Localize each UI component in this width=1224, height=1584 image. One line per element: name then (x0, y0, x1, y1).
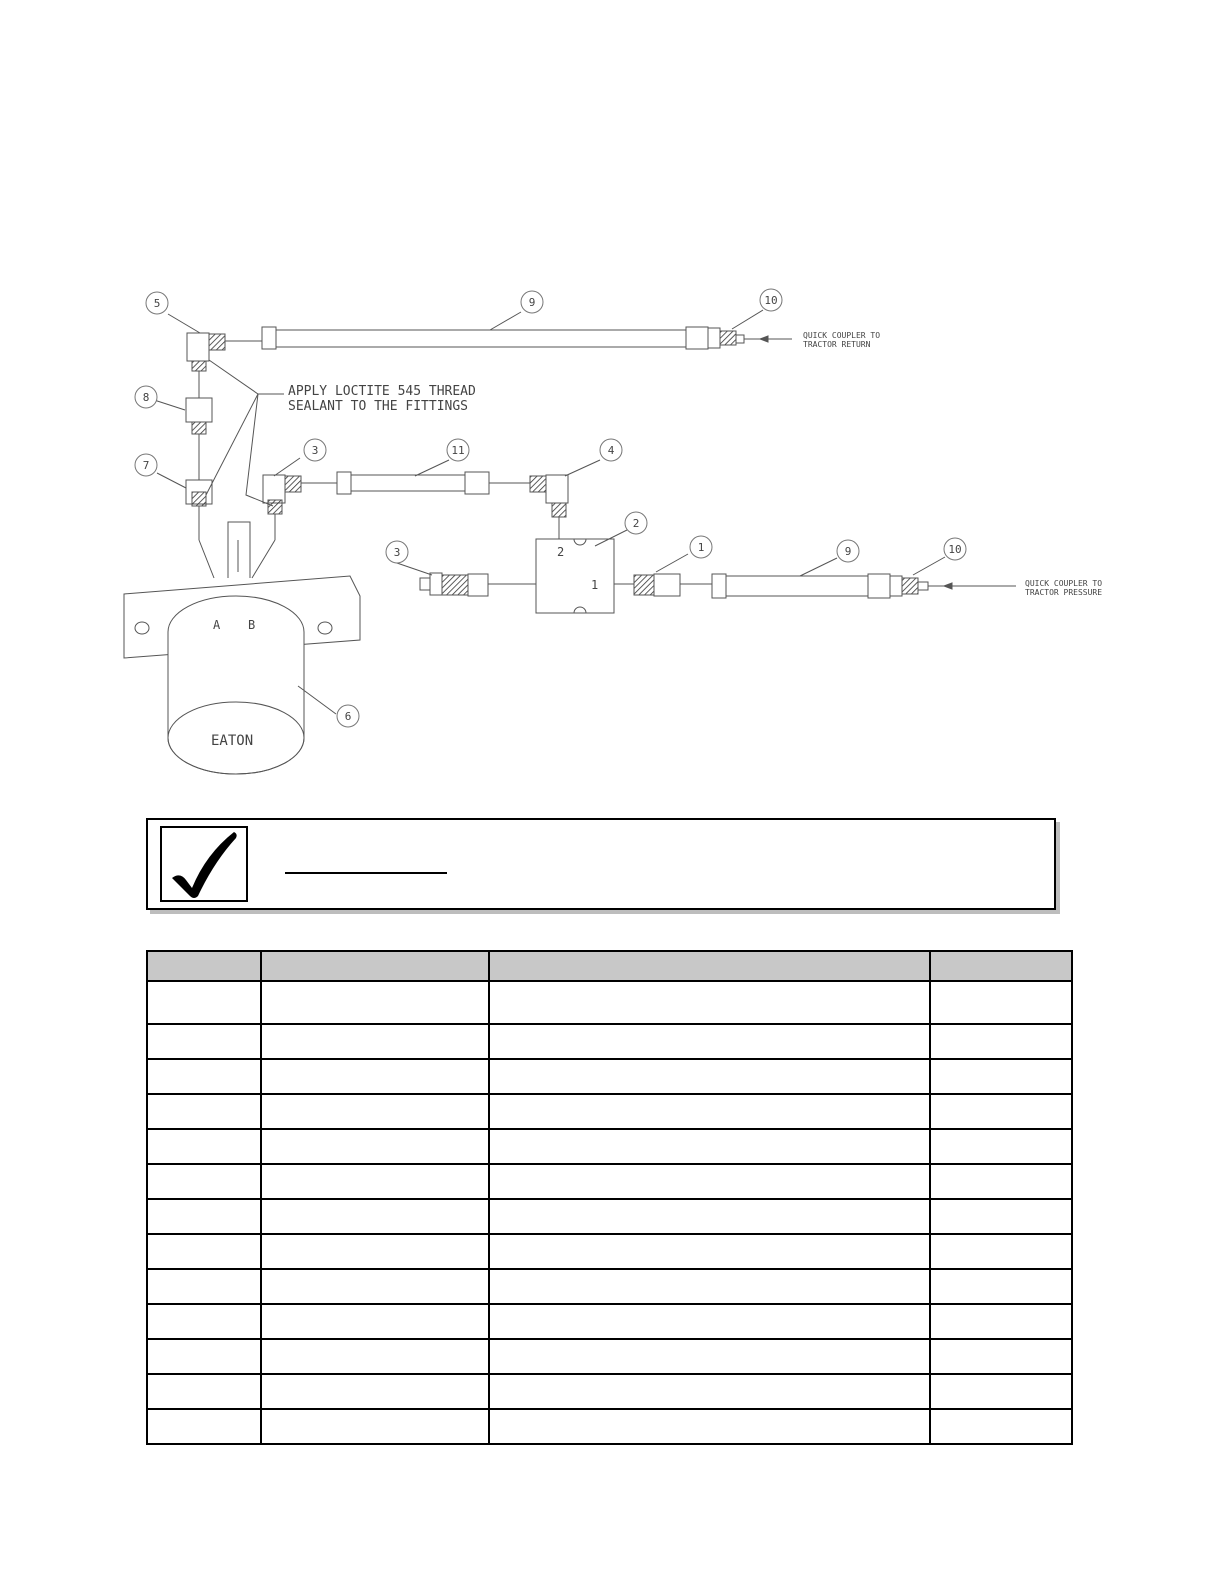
table-cell (489, 1094, 930, 1129)
table-header-row (147, 951, 1072, 981)
column-header (930, 951, 1072, 981)
table-cell (489, 981, 930, 1024)
table-cell (930, 1304, 1072, 1339)
callout-9: 9 (528, 296, 536, 309)
note-box (146, 818, 1056, 910)
callout-8: 8 (142, 391, 150, 404)
port-b-label: B (248, 618, 256, 632)
table-cell (261, 1024, 489, 1059)
valve-port-2: 2 (557, 545, 565, 559)
table-cell (147, 981, 261, 1024)
return-label-line1: QUICK COUPLER TO (803, 331, 881, 340)
table-cell (489, 1059, 930, 1094)
table-row (147, 1199, 1072, 1234)
table-cell (261, 1374, 489, 1409)
table-cell (147, 1199, 261, 1234)
sealant-note-line1: APPLY LOCTITE 545 THREAD (288, 384, 476, 399)
table-cell (147, 1234, 261, 1269)
table-cell (489, 1164, 930, 1199)
table-row (147, 1409, 1072, 1444)
table-cell (489, 1304, 930, 1339)
pressure-label-line2: TRACTOR PRESSURE (1025, 588, 1103, 597)
table-cell (261, 1234, 489, 1269)
table-cell (930, 1094, 1072, 1129)
column-header (489, 951, 930, 981)
table-row (147, 981, 1072, 1024)
table-cell (930, 1374, 1072, 1409)
callout-10: 10 (764, 294, 778, 307)
table-row (147, 1024, 1072, 1059)
table-cell (489, 1234, 930, 1269)
table-cell (147, 1024, 261, 1059)
table-row (147, 1129, 1072, 1164)
table-row (147, 1304, 1072, 1339)
table-cell (930, 1129, 1072, 1164)
table-cell (261, 1339, 489, 1374)
note-heading (285, 850, 447, 874)
table-cell (930, 1269, 1072, 1304)
callout-10b: 10 (948, 543, 962, 556)
column-header (261, 951, 489, 981)
table-cell (261, 1269, 489, 1304)
table-cell (147, 1164, 261, 1199)
callout-9b: 9 (844, 545, 852, 558)
table-cell (489, 1129, 930, 1164)
table-row (147, 1339, 1072, 1374)
callout-6: 6 (344, 710, 352, 723)
table-cell (930, 1234, 1072, 1269)
table-cell (261, 1164, 489, 1199)
motor-brand: EATON (211, 733, 254, 749)
callout-4: 4 (607, 444, 615, 457)
checkmark-icon (160, 826, 248, 902)
table-cell (261, 1304, 489, 1339)
callout-2: 2 (632, 517, 640, 530)
parts-table (146, 950, 1073, 1445)
table-row (147, 1269, 1072, 1304)
table-cell (930, 1164, 1072, 1199)
table-cell (147, 1059, 261, 1094)
column-header (147, 951, 261, 981)
table-cell (489, 1374, 930, 1409)
table-cell (147, 1409, 261, 1444)
table-row (147, 1059, 1072, 1094)
callout-1: 1 (697, 541, 705, 554)
table-cell (147, 1304, 261, 1339)
table-cell (147, 1339, 261, 1374)
table-cell (930, 1059, 1072, 1094)
table-cell (147, 1129, 261, 1164)
port-a-label: A (213, 618, 221, 632)
table-cell (147, 1374, 261, 1409)
table-cell (930, 1409, 1072, 1444)
valve-port-1: 1 (591, 578, 599, 592)
pressure-label-line1: QUICK COUPLER TO (1025, 579, 1103, 588)
table-cell (489, 1199, 930, 1234)
table-row (147, 1234, 1072, 1269)
table-row (147, 1374, 1072, 1409)
return-label-line2: TRACTOR RETURN (803, 340, 871, 349)
table-cell (261, 1059, 489, 1094)
table-cell (261, 1094, 489, 1129)
table-cell (147, 1094, 261, 1129)
callout-7: 7 (142, 459, 150, 472)
callout-11: 11 (451, 444, 465, 457)
table-cell (930, 981, 1072, 1024)
table-cell (261, 1199, 489, 1234)
table-cell (261, 1409, 489, 1444)
table-row (147, 1094, 1072, 1129)
table-cell (261, 981, 489, 1024)
table-row (147, 1164, 1072, 1199)
table-cell (930, 1339, 1072, 1374)
sealant-note-line2: SEALANT TO THE FITTINGS (288, 399, 469, 414)
table-cell (489, 1024, 930, 1059)
table-cell (930, 1199, 1072, 1234)
table-cell (147, 1269, 261, 1304)
table-cell (489, 1339, 930, 1374)
callout-5: 5 (153, 297, 161, 310)
table-cell (489, 1409, 930, 1444)
table-cell (930, 1024, 1072, 1059)
table-cell (261, 1129, 489, 1164)
callout-3b: 3 (393, 546, 401, 559)
callout-3: 3 (311, 444, 319, 457)
table-cell (489, 1269, 930, 1304)
